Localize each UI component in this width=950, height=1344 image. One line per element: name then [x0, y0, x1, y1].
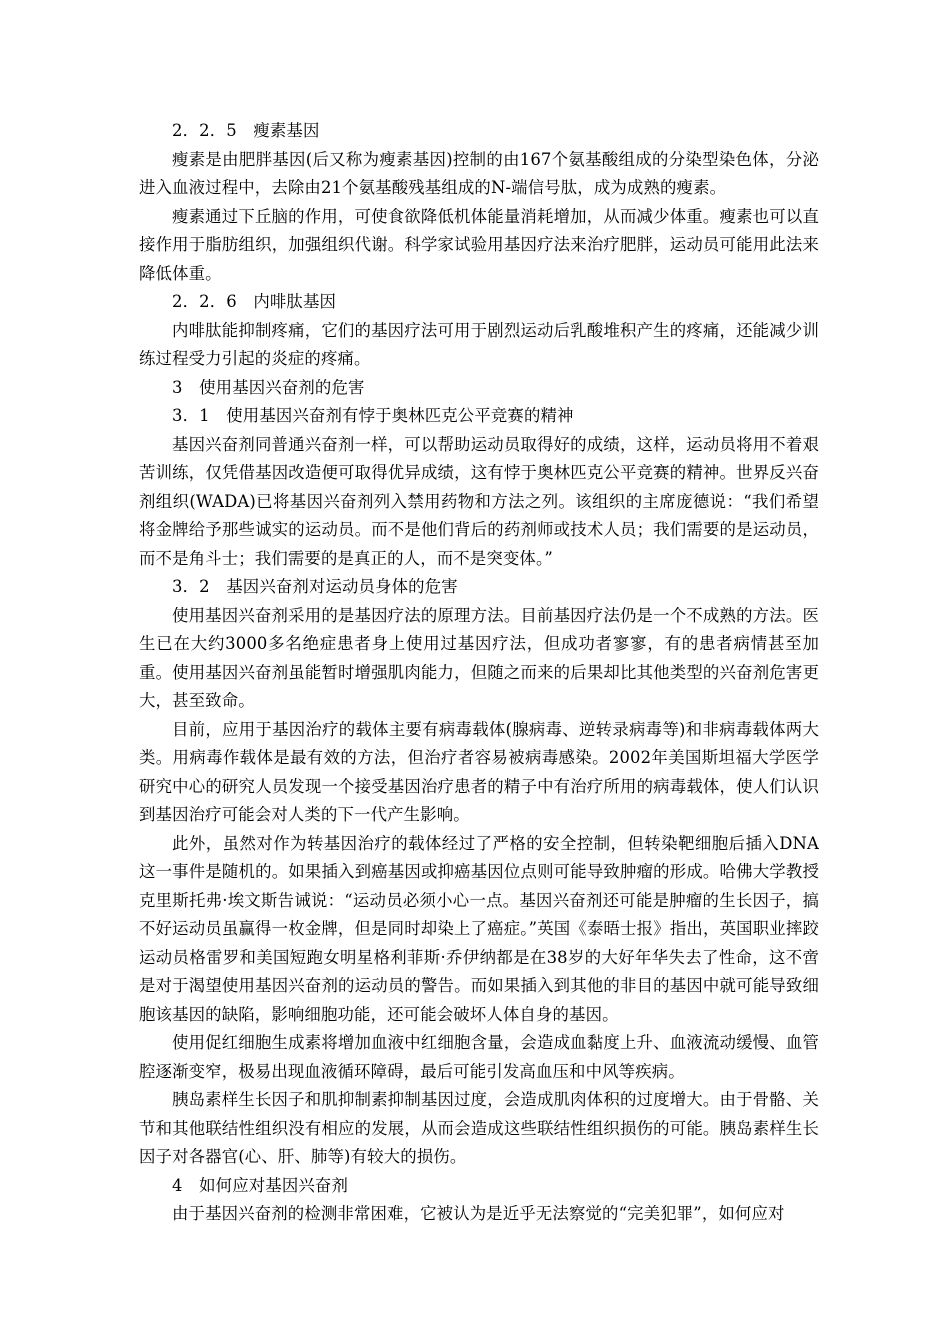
paragraph: 胰岛素样生长因子和肌抑制素抑制基因过度，会造成肌肉体积的过度增大。由于骨骼、关节和其他联结性组织没有相应的发展，从而会造成这些联结性组织损伤的可能。胰岛素样生长因子对各器官(心、肝、肺等)有较大的损伤。	[139, 1090, 819, 1166]
section-heading-4: 4 如何应对基因兴奋剂	[172, 1175, 348, 1195]
paragraph: 由于基因兴奋剂的检测非常困难，它被认为是近乎无法察觉的“完美犯罪”，如何应对	[172, 1204, 785, 1223]
section-heading-2-2-5: 2．2．5 瘦素基因	[172, 121, 320, 140]
paragraph: 使用基因兴奋剂采用的是基因疗法的原理方法。目前基因疗法仍是一个不成熟的方法。医生已在大约3000多名绝症患者身上使用过基因疗法，但成功者寥寥，有的患者病情甚至加重。使用基因兴奋剂虽能暂时增强肌肉能力，但随之而来的后果却比其他类型的兴奋剂危害更大，甚至致命。	[139, 605, 819, 710]
section-heading-3-1: 3．1 使用基因兴奋剂有悖于奥林匹克公平竞赛的精神	[172, 406, 574, 425]
paragraph: 内啡肽能抑制疼痛，它们的基因疗法可用于剧烈运动后乳酸堆积产生的疼痛，还能减少训练过程受力引起的炎症的疼痛。	[139, 320, 819, 368]
document-page	[139, 117, 819, 1229]
paragraph: 使用促红细胞生成素将增加血液中红细胞含量，会造成血黏度上升、血液流动缓慢、血管腔逐渐变窄，极易出现血液循环障碍，最后可能引发高血压和中风等疾病。	[139, 1033, 819, 1081]
paragraph: 基因兴奋剂同普通兴奋剂一样，可以帮助运动员取得好的成绩，这样，运动员将用不着艰苦训练，仅凭借基因改造便可取得优异成绩，这有悖于奥林匹克公平竞赛的精神。世界反兴奋剂组织(WADA)已将基因兴奋剂列入禁用药物和方法之列。该组织的主席庞德说：“我们希望将金牌给予那些诚实的运动员。而不是他们背后的药剂师或技术人员；我们需要的是运动员，而不是角斗士；我们需要的是真正的人，而不是突变体。”	[139, 434, 819, 568]
section-heading-3-2: 3．2 基因兴奋剂对运动员身体的危害	[172, 577, 458, 596]
paragraph: 此外，虽然对作为转基因治疗的载体经过了严格的安全控制，但转染靶细胞后插入DNA这一事件是随机的。如果插入到癌基因或抑癌基因位点则可能导致肿瘤的形成。哈佛大学教授克里斯托弗·埃文斯告诫说：“运动员必须小心一点。基因兴奋剂还可能是肿瘤的生长因子，搞不好运动员虽赢得一枚金牌，但是同时却染上了癌症。”英国《泰晤士报》指出，英国职业摔跤运动员格雷罗和美国短跑女明星格利菲斯·乔伊纳都是在38岁的大好年华失去了性命，这不啻是对于渴望使用基因兴奋剂的运动员的警告。而如果插入到其他的非目的基因中就可能导致细胞该基因的缺陷，影响细胞功能，还可能会破坏人体自身的基因。	[139, 833, 819, 1024]
section-heading-3: 3 使用基因兴奋剂的危害	[172, 377, 365, 397]
paragraph: 瘦素通过下丘脑的作用，可使食欲降低机体能量消耗增加，从而减少体重。瘦素也可以直接作用于脂肪组织，加强组织代谢。科学家试验用基因疗法来治疗肥胖，运动员可能用此法来降低体重。	[139, 206, 819, 283]
section-heading-2-2-6: 2．2．6 内啡肽基因	[172, 292, 337, 311]
paragraph: 目前，应用于基因治疗的载体主要有病毒载体(腺病毒、逆转录病毒等)和非病毒载体两大类。用病毒作载体是最有效的方法，但治疗者容易被病毒感染。2002年美国斯坦福大学医学研究中心的研究人员发现一个接受基因治疗患者的精子中有治疗所用的病毒载体，使人们认识到基因治疗可能会对人类的下一代产生影响。	[139, 719, 819, 824]
paragraph: 瘦素是由肥胖基因(后又称为瘦素基因)控制的由167个氨基酸组成的分染型染色体，分泌进入血液过程中，去除由21个氨基酸残基组成的N-端信号肽，成为成熟的瘦素。	[139, 149, 819, 197]
